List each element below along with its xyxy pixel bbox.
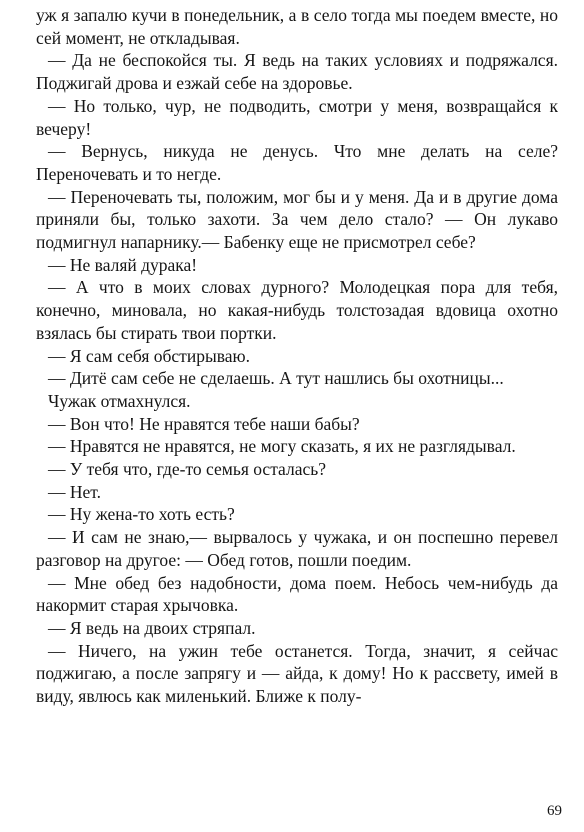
- paragraph-9: — Дитё сам себе не сделаешь. А тут нашлись бы охотницы...: [48, 368, 504, 389]
- paragraph-13: — У тебя что, где-то семья осталась?: [48, 459, 326, 480]
- paragraph-4: — Вернусь, никуда не денусь. Что мне делать на селе? Переночевать и то негде.: [36, 141, 558, 184]
- paragraph-12: — Нравятся не нравятся, не могу сказать, я их не разглядывал.: [48, 436, 516, 457]
- paragraph-10: Чужак отмахнулся.: [48, 390, 191, 411]
- page-body-text: [36, 4, 558, 708]
- paragraph-17: — Мне обед без надобности, дома поем. Небось чем-нибудь да накормит старая хрычовка.: [36, 572, 558, 616]
- paragraph-7: — А что в моих словах дурного? Молодецкая пора для тебя, конечно, миновала, но какая-нибудь толстозадая вдовица охотно взялась бы стирать твои портки.: [36, 277, 558, 343]
- paragraph-11: — Вон что! Не нравятся тебе наши бабы?: [48, 413, 360, 434]
- paragraph-2: — Да не беспокойся ты. Я ведь на таких условиях и подряжался. Поджигай дрова и езжай себе на здоровье.: [36, 50, 558, 94]
- page-number: 69: [547, 803, 562, 819]
- paragraph-14: — Нет.: [48, 481, 101, 502]
- paragraph-19: — Ничего, на ужин тебе останется. Тогда, значит, я сейчас поджигаю, а после запрягу и — айда, к дому! Но к рассвету, имей в виду, явлюсь как миленький. Ближе к полу-: [36, 640, 558, 707]
- paragraph-3: — Но только, чур, не подводить, смотри у меня, возвращайся к вечеру!: [36, 95, 558, 139]
- paragraph-18: — Я ведь на двоих стряпал.: [48, 617, 256, 638]
- paragraph-16: — И сам не знаю,— вырвалось у чужака, и он поспешно перевел разговор на другое: — Обед готов, пошли поедим.: [36, 527, 558, 570]
- paragraph-5: — Переночевать ты, положим, мог бы и у меня. Да и в другие дома приняли бы, только захоти. За чем дело стало? — Он лукаво подмигнул напарнику.— Бабенку еще не присмотрел себе?: [36, 186, 558, 253]
- paragraph-1: уж я запалю кучи в понедельник, а в село тогда мы поедем вместе, но сей момент, не откладывая.: [36, 5, 558, 48]
- paragraph-6: — Не валяй дурака!: [48, 254, 198, 275]
- paragraph-8: — Я сам себя обстирываю.: [48, 345, 250, 366]
- paragraph-15: — Ну жена-то хоть есть?: [48, 504, 235, 525]
